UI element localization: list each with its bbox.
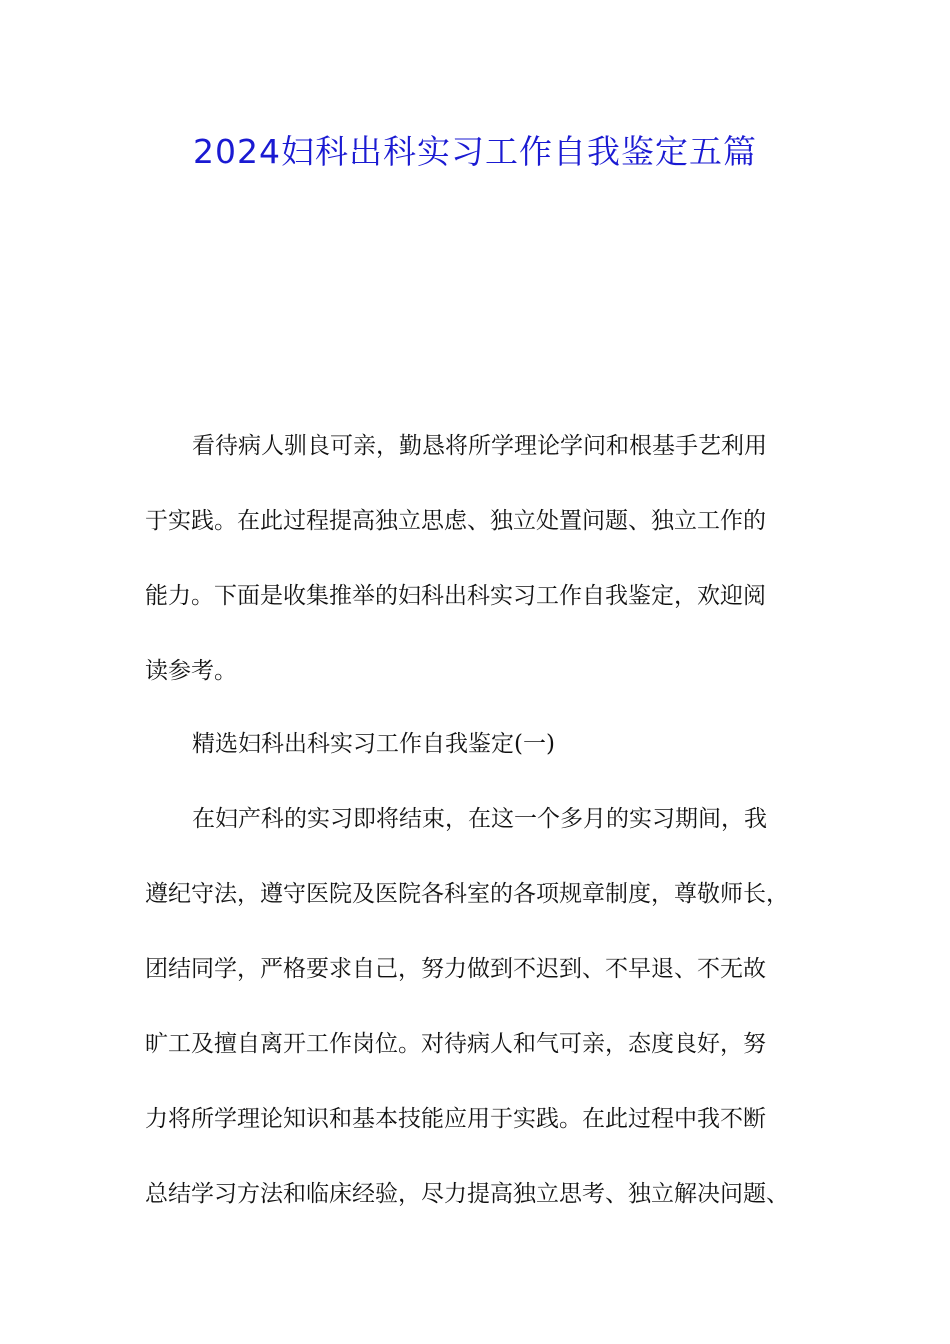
paragraph-line: 看待病人驯良可亲，勤恳将所学理论学问和根基手艺利用	[192, 433, 767, 459]
paragraph-line: 在妇产科的实习即将结束，在这一个多月的实习期间，我	[192, 806, 767, 832]
paragraph-line: 力将所学理论知识和基本技能应用于实践。在此过程中我不断	[145, 1106, 766, 1132]
paragraph-line: 旷工及擅自离开工作岗位。对待病人和气可亲，态度良好，努	[145, 1031, 766, 1057]
paragraph-line: 读参考。	[145, 658, 237, 684]
paragraph-line: 能力。下面是收集推举的妇科出科实习工作自我鉴定，欢迎阅	[145, 583, 766, 609]
paragraph-line: 总结学习方法和临床经验，尽力提高独立思考、独立解决问题、	[145, 1181, 789, 1207]
section-heading: 精选妇科出科实习工作自我鉴定(一)	[192, 731, 555, 757]
paragraph-line: 团结同学，严格要求自己，努力做到不迟到、不早退、不无故	[145, 956, 766, 982]
paragraph-line: 于实践。在此过程提高独立思虑、独立处置问题、独立工作的	[145, 508, 766, 534]
paragraph-line: 遵纪守法，遵守医院及医院各科室的各项规章制度，尊敬师长，	[145, 881, 789, 907]
document-title: 2024妇科出科实习工作自我鉴定五篇	[193, 132, 757, 171]
